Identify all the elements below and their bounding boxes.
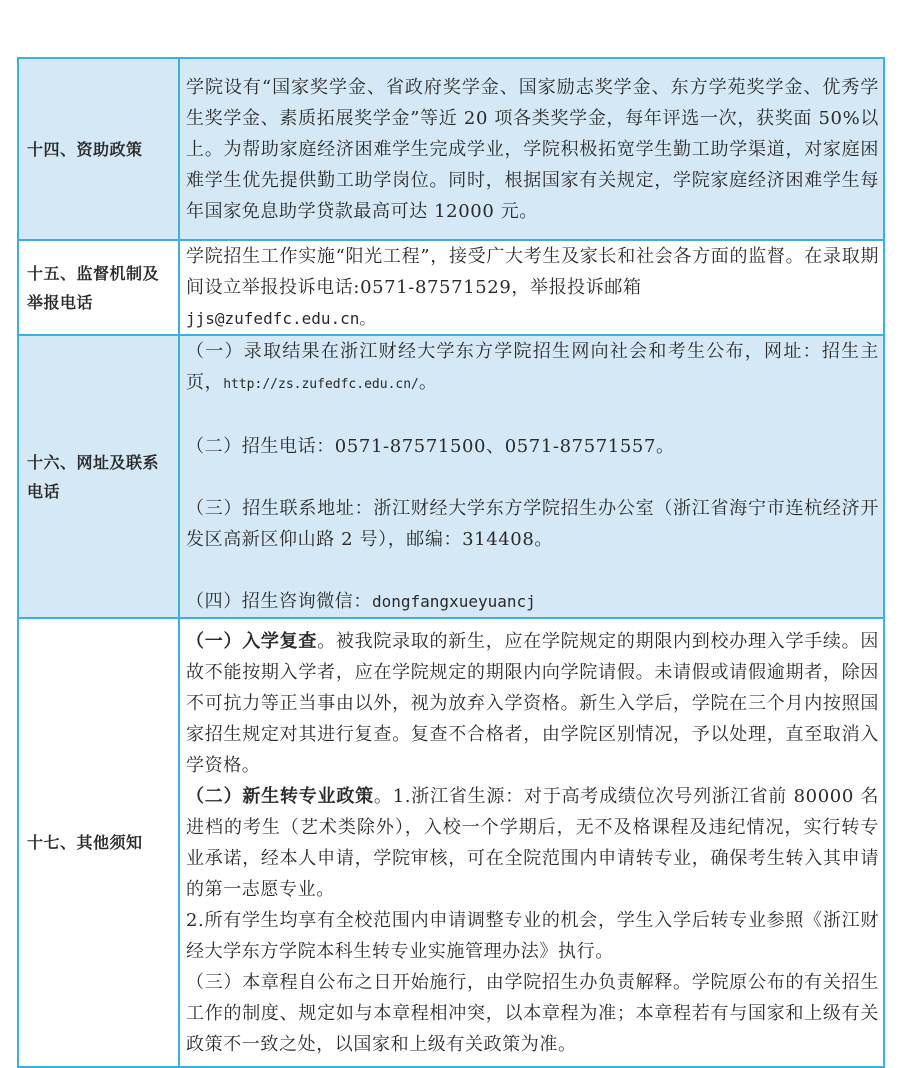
note-heading: 新生转专业政策 — [242, 785, 374, 807]
row-content-financial-aid — [179, 58, 884, 240]
row-content-contact — [179, 335, 884, 618]
contact-item-results — [186, 336, 879, 400]
note-prefix: （三） — [186, 971, 243, 993]
table-row-financial-aid — [18, 58, 884, 240]
supervision-text: 学院招生工作实施“阳光工程”，接受广大考生及家长和社会各方面的监督。在录取期间设立举报投诉电话:0571-87571529，举报投诉邮箱 — [186, 246, 879, 298]
note-body: 。1.浙江省生源：对于高考成绩位次号列浙江省前 80000 名进档的考生（艺术类除外），入校一个学期后，无不及格课程及违纪情况，实行转专业承诺，经本人申请，学院审核，可在全院范围内申请转专业，确保考生转入其申请的第一志愿专业。 — [186, 785, 879, 900]
table-row-supervision — [18, 240, 884, 335]
note-enrollment-review — [186, 626, 879, 781]
report-email-link[interactable]: jjs@zufedfc.edu.cn。 — [186, 309, 376, 328]
note-body: 。被我院录取的新生，应在学院规定的期限内到校办理入学手续。因故不能按期入学者，应在学院规定的期限内向学院请假。未请假或请假逾期者，除因不可抗力等正当事由以外，视为放弃入学资格。新生入学后，学院在三个月内按照国家招生规定对其进行复查。复查不合格者，由学院区别情况，予以处理，直至取消入学资格。 — [186, 630, 879, 776]
note-heading: 入学复查 — [242, 630, 318, 652]
table-row-other-notes — [18, 618, 884, 1067]
results-text: （一）录取结果在浙江财经大学东方学院招生网向社会和考生公布，网址：招生主页， — [186, 341, 879, 393]
row-label-contact: 十六、网址及联系电话 — [18, 335, 179, 618]
wechat-label: （四）招生咨询微信： — [186, 591, 372, 612]
note-body: 本章程自公布之日开始施行，由学院招生办负责解释。学院原公布的有关招生工作的制度、规定如与本章程相冲突，以本章程为准；本章程若有与国家和上级有关政策不一致之处，以国家和上级有关政策为准。 — [186, 971, 879, 1055]
table-row-contact — [18, 335, 884, 618]
row-label-other-notes: 十七、其他须知 — [18, 618, 179, 1067]
contact-item-wechat — [186, 586, 879, 617]
note-prefix: （二） — [186, 785, 243, 807]
contact-item-address: （三）招生联系地址：浙江财经大学东方学院招生办公室（浙江省海宁市连杭经济开发区高新区仰山路 2 号），邮编：314408。 — [186, 498, 879, 550]
note-major-adjustment: 2.所有学生均享有全校范围内申请调整专业的机会，学生入学后转专业参照《浙江财经大学东方学院本科生转专业实施管理办法》执行。 — [186, 909, 879, 962]
row-label-supervision: 十五、监督机制及举报电话 — [18, 240, 179, 335]
row-content-other-notes — [179, 618, 884, 1067]
note-effective-date — [186, 967, 879, 1060]
admission-charter-table — [17, 57, 885, 1068]
results-tail: 。 — [418, 372, 438, 393]
row-content-supervision — [179, 240, 884, 335]
financial-aid-text: 学院设有“国家奖学金、省政府奖学金、国家励志奖学金、东方学苑奖学金、优秀学生奖学金、素质拓展奖学金”等近 20 项各类奖学金，每年评选一次，获奖面 50%以上。为帮助家庭经济困难学生完成学业，学院积极拓宽学生勤工助学渠道，对家庭困难学生优先提供勤工助学岗位。同时，根据国家有关规定，学院家庭经济困难学生每年国家免息助学贷款最高可达 12000 元。 — [186, 76, 879, 222]
row-label-financial-aid: 十四、资助政策 — [18, 58, 179, 240]
wechat-id: dongfangxueyuancj — [372, 592, 536, 611]
note-major-transfer — [186, 781, 879, 905]
contact-item-phone: （二）招生电话：0571-87571500、0571-87571557。 — [186, 436, 675, 457]
note-prefix: （一） — [186, 630, 243, 652]
admission-homepage-link[interactable]: http://zs.zufedfc.edu.cn/ — [223, 377, 419, 392]
